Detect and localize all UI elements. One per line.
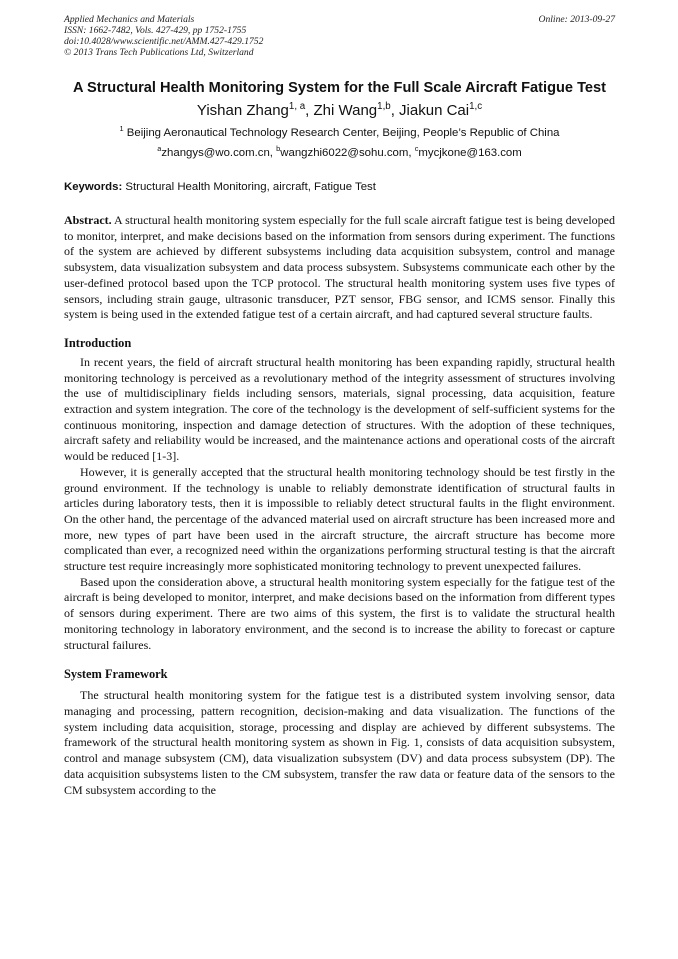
email-sup: b xyxy=(276,144,281,154)
online-date: Online: 2013-09-27 xyxy=(538,14,615,25)
paper-title: A Structural Health Monitoring System for the Full Scale Aircraft Fatigue Test xyxy=(72,80,607,96)
email-sup: c xyxy=(414,144,419,154)
paragraph: However, it is generally accepted that the structural health monitoring technology should be test firstly in the ground environment. If the technology is unable to reliably demonstrate identification of structural faults in articles during laboratory tests, then it is impossible to reliably detect structural faults in the flight environment. On the other hand, the percentage of the advanced material used on aircraft structure has been increased more and more, new types of part have been used in the aircraft structure, the aircraft structure has become more complicated than ever, a recognized need within the organizations performing structural testing is that the aircraft structure test require increasingly more sophisticated monitoring technology to prevent unexpected failures. xyxy=(64,464,615,574)
journal-name: Applied Mechanics and Materials xyxy=(64,14,195,25)
journal-header xyxy=(64,14,615,58)
author-sup: 1,b xyxy=(377,101,391,112)
email-link: mycjkone@163.com xyxy=(418,147,522,159)
affiliation-sup: 1 xyxy=(119,124,124,134)
keywords xyxy=(64,180,615,194)
author-emails: $^a$zhangys@wo.com.cn, $^b$wangzhi6022@sohu.com, $^c$mycjkone@163.com xyxy=(157,144,522,159)
introduction-body xyxy=(64,355,615,653)
doi-line: doi:10.4028/www.scientific.net/AMM.427-429.1752 xyxy=(64,36,264,47)
section-heading-introduction: Introduction xyxy=(64,335,132,350)
email-link: zhangys@wo.com.cn xyxy=(161,147,270,159)
author-name: Yishan Zhang xyxy=(196,102,289,119)
affiliation-text: Beijing Aeronautical Technology Research Center, Beijing, People’s Republic of China xyxy=(126,127,560,139)
author-sup: 1, a xyxy=(288,101,306,112)
email-link: wangzhi6022@sohu.com xyxy=(280,147,409,159)
paragraph: The structural health monitoring system for the fatigue test is a distributed system involving sensor, data managing and processing, pattern recognition, decision-making and data visualization. The functions of the system including data acquisition, storage, processing and display are achieved by different subsystems. The framework of the structural health monitoring system as shown in Fig. 1, consists of data acquisition subsystem, control and manage subsystem (CM), data visualization subsystem (DV) and data process subsystem (DP). The data acquisition subsystems listen to the CM subsystem, transfer the raw data or feature data of the sensors to the CM subsystem according to the xyxy=(64,688,615,797)
paragraph: In recent years, the field of aircraft structural health monitoring has been expanding rapidly, structural health monitoring technology is perceived as a revolutionary method of the integrity assessment of structures involving the use of multidisciplinary fields including sensors, materials, signal processing, data acquisition, feature extraction and system integration. The core of the technology is the development of self-sufficient systems for the continuous monitoring, inspection and damage detection of structures. With the adoption of these techniques, aircraft safety and reliability would be increased, and the maintenance actions and operational costs of the aircraft would be reduced [1-3]. xyxy=(64,354,615,464)
email-sup: a xyxy=(157,144,162,154)
abstract xyxy=(64,213,615,323)
author-separator: , xyxy=(305,102,314,119)
keywords-text: Structural Health Monitoring, aircraft, Fatigue Test xyxy=(125,181,376,193)
paper-page xyxy=(64,14,615,798)
author-separator: , xyxy=(390,102,400,119)
paragraph: Based upon the consideration above, a structural health monitoring system especially for the fatigue test of the aircraft is being developed to monitor, interpret, and make decisions based on the information from different types of sensors during experiment. There are two aims of this system, the first is to validate the structural health monitoring technology in laboratory environment, and the second is to increase the ability to forecast or capture structural failures. xyxy=(64,574,615,652)
abstract-text: A structural health monitoring system especially for the full scale aircraft fatigue test is being developed to monitor, interpret, and make decisions based on the information from sensors during experiment. The functions of the system are achieved by different subsystems including data acquisition subsystem, control and manage subsystem, data visualization subsystem and data process subsystem. Subsystems communicate each other by the user-defined protocol based upon the TCP protocol. The structural health monitoring system uses five types of sensors, including strain gauge, ultrasonic transducer, PZT sensor, FBG sensor, and ICMS sensor. Finally this system is being used in the extended fatigue test of a certain aircraft, and had captured several structure faults. xyxy=(64,213,615,322)
affiliation xyxy=(64,126,615,140)
framework-body xyxy=(64,688,615,798)
copyright-line: © 2013 Trans Tech Publications Ltd, Switzerland xyxy=(64,47,254,58)
author-list xyxy=(64,102,615,120)
abstract-label: Abstract. xyxy=(64,213,112,227)
section-heading-system-framework: System Framework xyxy=(64,667,168,682)
author-sup: 1,c xyxy=(469,101,483,112)
author-name: Zhi Wang xyxy=(313,102,378,119)
issn-line: ISSN: 1662-7482, Vols. 427-429, pp 1752-1755 xyxy=(64,25,247,36)
author-name: Jiakun Cai xyxy=(399,102,470,119)
keywords-label: Keywords: xyxy=(64,181,123,193)
